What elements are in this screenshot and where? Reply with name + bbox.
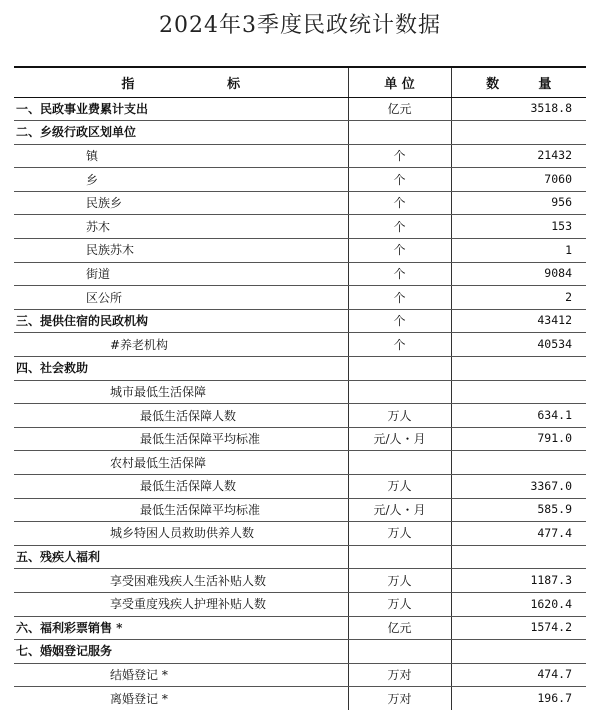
row-unit: 个 <box>348 309 451 333</box>
table-row <box>14 97 586 121</box>
row-value: 956 <box>451 191 586 215</box>
table-row <box>14 687 586 711</box>
row-label: 区公所 <box>14 286 348 310</box>
row-unit: 元/人・月 <box>348 498 451 522</box>
row-label: 农村最低生活保障 <box>14 451 348 475</box>
row-label: 最低生活保障平均标准 <box>14 498 348 522</box>
row-label: 苏木 <box>14 215 348 239</box>
row-label: 享受困难残疾人生活补贴人数 <box>14 569 348 593</box>
table-row <box>14 404 586 428</box>
table-row <box>14 144 586 168</box>
row-unit: 万对 <box>348 663 451 687</box>
row-unit: 亿元 <box>348 616 451 640</box>
row-unit: 个 <box>348 286 451 310</box>
table-row <box>14 239 586 263</box>
table-row <box>14 191 586 215</box>
table-row <box>14 592 586 616</box>
row-label: 民族苏木 <box>14 239 348 263</box>
row-value: 43412 <box>451 309 586 333</box>
row-value <box>451 545 586 569</box>
row-label: 七、婚姻登记服务 <box>14 640 348 664</box>
row-unit: 万人 <box>348 569 451 593</box>
row-label: 一、民政事业费累计支出 <box>14 97 348 121</box>
row-unit: 万人 <box>348 592 451 616</box>
header-quantity <box>451 67 586 97</box>
row-unit <box>348 451 451 475</box>
row-label: 享受重度残疾人护理补贴人数 <box>14 592 348 616</box>
row-value: 1574.2 <box>451 616 586 640</box>
row-unit: 万对 <box>348 687 451 711</box>
row-label: 乡 <box>14 168 348 192</box>
table-row <box>14 498 586 522</box>
row-unit <box>348 545 451 569</box>
row-label: 三、提供住宿的民政机构 <box>14 309 348 333</box>
header-quantity-char-1: 数 <box>486 76 500 92</box>
row-unit: 万人 <box>348 404 451 428</box>
row-unit: 个 <box>348 333 451 357</box>
row-label: 民族乡 <box>14 191 348 215</box>
table-row <box>14 215 586 239</box>
row-value: 21432 <box>451 144 586 168</box>
row-value <box>451 380 586 404</box>
header-indicator-char-1: 指 <box>121 76 135 92</box>
row-value <box>451 357 586 381</box>
row-unit <box>348 121 451 145</box>
table-row <box>14 427 586 451</box>
row-unit: 个 <box>348 144 451 168</box>
table-row <box>14 333 586 357</box>
table-row <box>14 262 586 286</box>
row-value: 634.1 <box>451 404 586 428</box>
table-row <box>14 309 586 333</box>
row-unit: 个 <box>348 168 451 192</box>
table-row <box>14 663 586 687</box>
header-quantity-char-2: 量 <box>538 76 552 92</box>
row-unit <box>348 357 451 381</box>
row-label: 街道 <box>14 262 348 286</box>
row-value: 585.9 <box>451 498 586 522</box>
row-label: 最低生活保障平均标准 <box>14 427 348 451</box>
row-label: 六、福利彩票销售 * <box>14 616 348 640</box>
row-value: 40534 <box>451 333 586 357</box>
table-row <box>14 475 586 499</box>
row-unit <box>348 640 451 664</box>
statistics-table <box>14 66 586 710</box>
row-value: 477.4 <box>451 522 586 546</box>
table-body <box>14 97 586 710</box>
row-label: 四、社会救助 <box>14 357 348 381</box>
row-value: 1 <box>451 239 586 263</box>
table-row <box>14 616 586 640</box>
page-title: 2024年3季度民政统计数据 <box>159 13 441 38</box>
row-unit: 元/人・月 <box>348 427 451 451</box>
row-value <box>451 451 586 475</box>
table-row <box>14 380 586 404</box>
table-row <box>14 545 586 569</box>
table-header-row <box>14 67 586 97</box>
row-label: 二、乡级行政区划单位 <box>14 121 348 145</box>
row-label: 城市最低生活保障 <box>14 380 348 404</box>
row-unit: 个 <box>348 262 451 286</box>
row-label: 城乡特困人员救助供养人数 <box>14 522 348 546</box>
row-label: 最低生活保障人数 <box>14 404 348 428</box>
table-row <box>14 451 586 475</box>
row-value <box>451 640 586 664</box>
row-unit: 个 <box>348 191 451 215</box>
table-row <box>14 569 586 593</box>
row-unit: 万人 <box>348 475 451 499</box>
table-row <box>14 357 586 381</box>
header-unit: 单 位 <box>348 67 451 97</box>
row-value: 3518.8 <box>451 97 586 121</box>
row-unit: 万人 <box>348 522 451 546</box>
row-unit: 个 <box>348 215 451 239</box>
row-label: 五、残疾人福利 <box>14 545 348 569</box>
row-unit: 个 <box>348 239 451 263</box>
row-unit: 亿元 <box>348 97 451 121</box>
table-row <box>14 168 586 192</box>
row-unit <box>348 380 451 404</box>
table-row <box>14 522 586 546</box>
header-indicator-char-2: 标 <box>227 76 241 92</box>
row-label: 镇 <box>14 144 348 168</box>
row-value <box>451 121 586 145</box>
header-indicator <box>14 67 348 97</box>
row-label: 结婚登记 * <box>14 663 348 687</box>
row-value: 474.7 <box>451 663 586 687</box>
row-value: 9084 <box>451 262 586 286</box>
table-row <box>14 640 586 664</box>
row-value: 3367.0 <box>451 475 586 499</box>
row-label: #养老机构 <box>14 333 348 357</box>
row-value: 7060 <box>451 168 586 192</box>
row-label: 最低生活保障人数 <box>14 475 348 499</box>
row-value: 153 <box>451 215 586 239</box>
row-value: 2 <box>451 286 586 310</box>
row-value: 1620.4 <box>451 592 586 616</box>
row-value: 196.7 <box>537 691 572 706</box>
row-label: 离婚登记 * <box>110 691 168 706</box>
row-value: 1187.3 <box>451 569 586 593</box>
table-row <box>14 121 586 145</box>
table-row <box>14 286 586 310</box>
row-value: 791.0 <box>451 427 586 451</box>
